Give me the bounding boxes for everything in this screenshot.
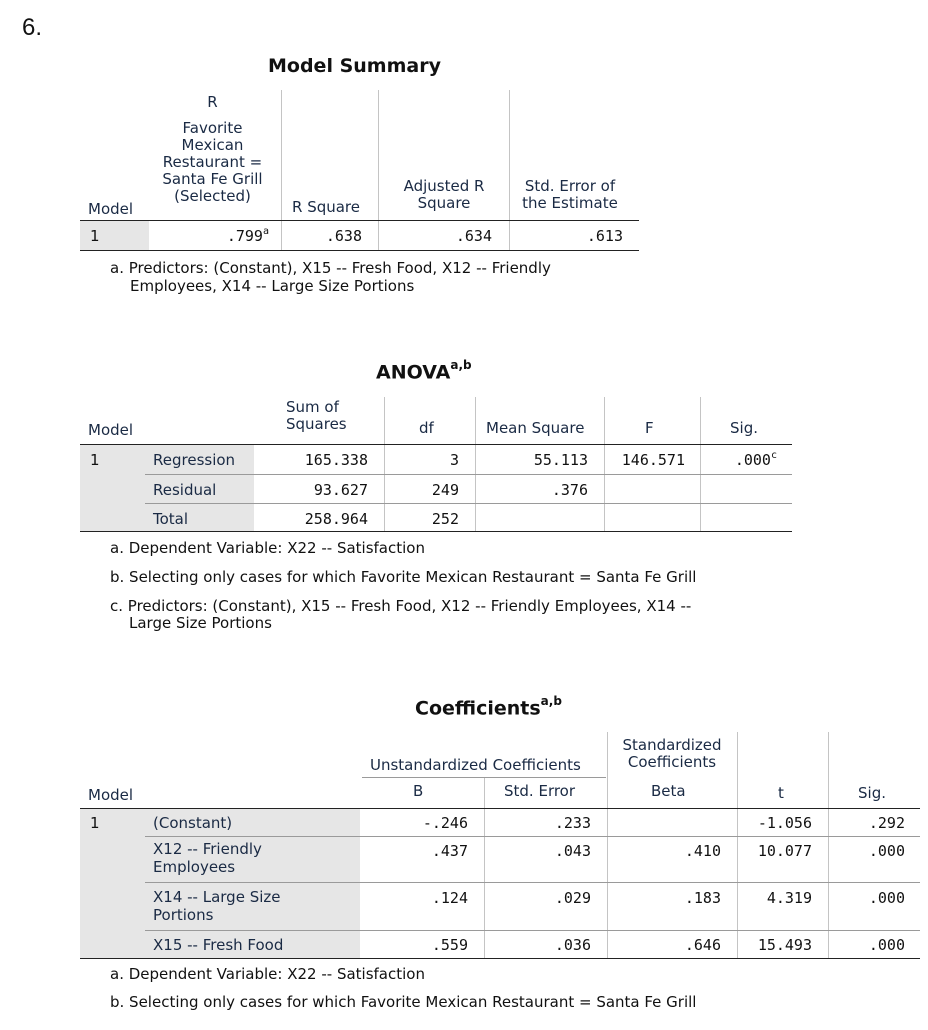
model-summary-note: Employees, X14 -- Large Size Portions (130, 277, 415, 295)
ss-value: 93.627 (313, 481, 368, 499)
header-sum-of-squares: Sum of Squares (286, 398, 347, 433)
header-model: Model (88, 421, 134, 439)
header-sig: Sig. (858, 784, 886, 802)
header-std-error: Std. Error of the Estimate (522, 177, 618, 212)
b-value: .124 (431, 889, 468, 907)
header-mean-square: Mean Square (486, 419, 585, 437)
b-value: -.246 (422, 814, 468, 832)
ms-value: 55.113 (533, 451, 588, 469)
adjusted-r-square-value: .634 (455, 227, 492, 245)
model-summary-title: Model Summary (268, 55, 441, 77)
header-model: Model (88, 786, 134, 804)
t-value: 10.077 (757, 842, 812, 860)
header-model: Model (88, 200, 134, 218)
rule (80, 250, 639, 251)
header-b: B (413, 782, 424, 800)
model-number: 1 (90, 451, 100, 469)
ss-value: 165.338 (304, 451, 368, 469)
model-number: 1 (90, 814, 100, 832)
anova-note: c. Predictors: (Constant), X15 -- Fresh Food, X12 -- Friendly Employees, X14 -- (110, 597, 692, 615)
rule (80, 958, 920, 959)
sig-value: .292 (868, 814, 905, 832)
header-std-error: Std. Error (504, 782, 576, 800)
model-summary-note: a. Predictors: (Constant), X15 -- Fresh Food, X12 -- Friendly (110, 259, 551, 277)
anova-note: a. Dependent Variable: X22 -- Satisfaction (110, 539, 425, 557)
sig-value: .000 (868, 889, 905, 907)
df-value: 3 (449, 451, 459, 469)
header-r: R Favorite Mexican Restaurant = Santa Fe Grill (Selected) (162, 93, 263, 205)
header-f: F (645, 419, 654, 437)
rule (80, 220, 639, 221)
header-beta: Beta (651, 782, 686, 800)
header-group-rule (362, 777, 606, 778)
row-divider (145, 882, 920, 883)
header-adjusted-r-square: Adjusted R Square (403, 177, 485, 212)
sig-value: .000 (868, 842, 905, 860)
beta-value: .183 (684, 889, 721, 907)
header-r-square: R Square (292, 198, 360, 216)
row-label-x12: X12 -- Friendly Employees (153, 840, 262, 876)
header-unstandardized: Unstandardized Coefficients (370, 756, 581, 774)
coefficients-note: b. Selecting only cases for which Favorite Mexican Restaurant = Santa Fe Grill (110, 993, 697, 1011)
row-label-regression: Regression (153, 451, 236, 469)
anova-note: b. Selecting only cases for which Favorite Mexican Restaurant = Santa Fe Grill (110, 568, 697, 586)
sig-value: .000 (868, 936, 905, 954)
se-value: .233 (554, 814, 591, 832)
se-value: .036 (554, 936, 591, 954)
row-label-residual: Residual (153, 481, 217, 499)
r-square-value: .638 (325, 227, 362, 245)
ss-value: 258.964 (304, 510, 368, 528)
row-label-x15: X15 -- Fresh Food (153, 936, 284, 954)
row-label-x14: X14 -- Large Size Portions (153, 888, 281, 924)
b-value: .437 (431, 842, 468, 860)
row-label-constant: (Constant) (153, 814, 233, 832)
row-divider (145, 503, 792, 504)
t-value: -1.056 (757, 814, 812, 832)
row-label-total: Total (153, 510, 189, 528)
r-value: .799$^a$ (226, 226, 269, 245)
anova-title: ANOVA$^{a,b}$ (376, 358, 472, 384)
col-divider (509, 90, 510, 250)
se-value: .043 (554, 842, 591, 860)
t-value: 4.319 (766, 889, 812, 907)
col-divider (484, 778, 485, 958)
anova-note: Large Size Portions (129, 614, 272, 632)
df-value: 252 (431, 510, 459, 528)
coefficients-note: a. Dependent Variable: X22 -- Satisfaction (110, 965, 425, 983)
question-number: 6. (22, 14, 43, 41)
row-divider (145, 836, 920, 837)
coefficients-title: Coefficients$^{a,b}$ (415, 694, 562, 720)
header-t: t (778, 784, 784, 802)
model-number: 1 (90, 227, 100, 245)
b-value: .559 (431, 936, 468, 954)
f-value: 146.571 (621, 451, 685, 469)
row-divider (145, 474, 792, 475)
header-df: df (419, 419, 434, 437)
rule (80, 531, 792, 532)
sig-value: .000$^c$ (734, 450, 777, 469)
t-value: 15.493 (757, 936, 812, 954)
df-value: 249 (431, 481, 459, 499)
beta-value: .646 (684, 936, 721, 954)
header-standardized: Standardized Coefficients (622, 736, 722, 771)
row-divider (145, 930, 920, 931)
beta-value: .410 (684, 842, 721, 860)
col-divider (378, 90, 379, 250)
se-value: .029 (554, 889, 591, 907)
header-sig: Sig. (730, 419, 758, 437)
col-divider (281, 90, 282, 250)
ms-value: .376 (551, 481, 588, 499)
std-error-value: .613 (586, 227, 623, 245)
